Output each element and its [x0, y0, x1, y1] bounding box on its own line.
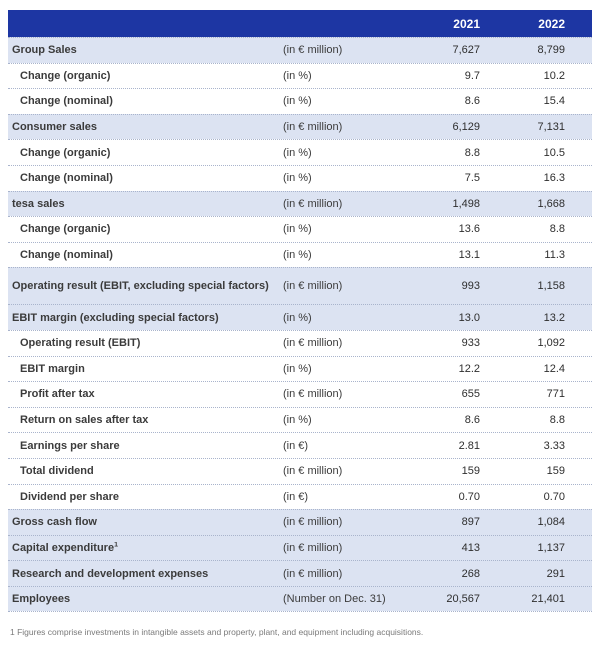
row-label: [8, 95, 283, 107]
row-value-2022: 159: [546, 465, 565, 478]
row-value-2021: 933: [461, 337, 480, 350]
table-row: [8, 165, 592, 191]
table-row: [8, 535, 592, 561]
row-value-2022: 16.3: [543, 172, 565, 185]
row-value-2022: 11.3: [544, 249, 565, 262]
row-value-2022: 8.8: [549, 414, 565, 427]
row-label: [8, 542, 283, 554]
row-unit: (in %): [283, 172, 312, 185]
table-body: [8, 37, 592, 612]
row-unit: (in € million): [283, 388, 343, 401]
table-row: [8, 304, 592, 330]
row-value-2021: 2.81: [458, 439, 480, 452]
row-value-2022: 8.8: [549, 223, 565, 236]
row-unit: (in € million): [283, 44, 343, 57]
row-value-2021: 9.7: [464, 69, 480, 82]
column-header-2022: 2022: [538, 16, 565, 31]
row-value-2022: 8,799: [537, 44, 565, 57]
row-label: [8, 121, 283, 133]
row-label: [8, 414, 283, 426]
table-row: [8, 330, 592, 356]
table-row: [8, 114, 592, 140]
row-value-2021: 20,567: [446, 593, 480, 606]
row-value-2021: 993: [461, 280, 480, 293]
row-label: [8, 172, 283, 184]
row-value-2022: 13.2: [543, 311, 565, 324]
key-figures-table: [8, 10, 592, 612]
table-row: [8, 381, 592, 407]
row-value-2021: 12.2: [458, 362, 480, 375]
row-unit: (in %): [283, 311, 312, 324]
row-value-2021: 268: [461, 567, 480, 580]
row-label: [8, 363, 283, 375]
row-label-text: Change (organic): [20, 223, 111, 236]
row-unit: (in %): [283, 362, 312, 375]
row-label: [8, 198, 283, 210]
row-value-2021: 13.1: [458, 249, 480, 262]
row-label-text: tesa sales: [12, 197, 65, 210]
row-value-2022: 7,131: [537, 121, 565, 134]
row-label-text: Change (nominal): [20, 172, 113, 185]
row-label: [8, 44, 283, 56]
row-value-2022: 15.4: [543, 95, 565, 108]
row-unit: (in € million): [283, 516, 343, 529]
row-label-text: Earnings per share: [20, 439, 120, 452]
table-row: [8, 509, 592, 535]
row-label: [8, 440, 283, 452]
row-label-text: Group Sales: [12, 44, 77, 57]
row-label-text: Gross cash flow: [12, 516, 97, 529]
table-row: [8, 216, 592, 242]
table-row: [8, 356, 592, 382]
row-value-2021: 8.6: [464, 414, 480, 427]
row-value-2022: 12.4: [543, 362, 565, 375]
row-label: [8, 593, 283, 605]
table-row: [8, 458, 592, 484]
row-value-2021: 7,627: [452, 44, 480, 57]
row-unit: (in € million): [283, 541, 343, 554]
row-unit: (in € million): [283, 197, 343, 210]
row-label-text: Consumer sales: [12, 121, 97, 134]
row-value-2022: 1,137: [537, 541, 565, 554]
row-value-2022: 1,668: [537, 197, 565, 210]
row-label-text: Change (organic): [20, 146, 111, 159]
row-label-text: Capital expenditure: [12, 541, 115, 554]
row-value-2022: 771: [546, 388, 565, 401]
row-value-2022: 10.2: [543, 69, 565, 82]
row-unit: (in € million): [283, 465, 343, 478]
row-value-2021: 1,498: [452, 197, 480, 210]
row-value-2022: 1,084: [537, 516, 565, 529]
column-header-2021: 2021: [453, 16, 480, 31]
row-label: [8, 465, 283, 477]
table-row: [8, 88, 592, 114]
row-value-2021: 13.6: [458, 223, 480, 236]
row-value-2021: 413: [461, 541, 480, 554]
row-label: [8, 70, 283, 82]
row-value-2021: 6,129: [452, 121, 480, 134]
row-label-text: Employees: [12, 593, 71, 606]
row-value-2021: 159: [461, 465, 480, 478]
row-value-2021: 0.70: [458, 490, 480, 503]
table-row: [8, 63, 592, 89]
row-label-text: Return on sales after tax: [20, 414, 149, 427]
row-value-2021: 897: [461, 516, 480, 529]
footnote: 1 Figures comprise investments in intangible assets and property, plant, and equipment including acquisitions.: [10, 627, 424, 637]
table-row: [8, 560, 592, 586]
row-label-text: EBIT margin: [20, 362, 85, 375]
row-label-text: Operating result (EBIT, excluding special factors): [12, 280, 269, 293]
row-label-text: Change (nominal): [20, 249, 113, 262]
row-label-text: Operating result (EBIT): [20, 337, 141, 350]
row-value-2022: 0.70: [543, 490, 565, 503]
row-label-text: Profit after tax: [20, 388, 95, 401]
row-unit: (in € million): [283, 337, 343, 350]
row-value-2021: 8.8: [464, 146, 480, 159]
row-label: [8, 280, 283, 292]
row-value-2022: 21,401: [531, 593, 565, 606]
row-label: [8, 312, 283, 324]
row-label: [8, 223, 283, 235]
row-unit: (in €): [283, 490, 309, 503]
row-label-text: Total dividend: [20, 465, 94, 478]
row-label: [8, 388, 283, 400]
row-unit: (in € million): [283, 567, 343, 580]
row-label: [8, 568, 283, 580]
row-value-2022: 3.33: [543, 439, 565, 452]
row-value-2021: 7.5: [464, 172, 480, 185]
row-unit: (Number on Dec. 31): [283, 593, 386, 606]
row-value-2021: 8.6: [464, 95, 480, 108]
row-label-text: Dividend per share: [20, 490, 120, 503]
table-row: [8, 37, 592, 63]
row-unit: (in %): [283, 414, 312, 427]
table-row: [8, 191, 592, 217]
row-value-2022: 291: [546, 567, 565, 580]
row-unit: (in €): [283, 439, 309, 452]
row-unit: (in %): [283, 95, 312, 108]
row-label-text: EBIT margin (excluding special factors): [12, 311, 219, 324]
table-header-row: [8, 10, 592, 37]
row-value-2022: 1,158: [537, 280, 565, 293]
row-label: [8, 147, 283, 159]
row-label-text: Change (organic): [20, 69, 111, 82]
table-row: [8, 242, 592, 268]
footnote-marker: 1: [114, 541, 118, 549]
row-unit: (in %): [283, 249, 312, 262]
row-label-text: Change (nominal): [20, 95, 113, 108]
row-unit: (in € million): [283, 280, 343, 293]
row-label: [8, 337, 283, 349]
row-unit: (in %): [283, 69, 312, 82]
row-label: [8, 249, 283, 261]
row-value-2022: 10.5: [543, 146, 565, 159]
row-unit: (in %): [283, 223, 312, 236]
row-value-2022: 1,092: [537, 337, 565, 350]
row-label: [8, 491, 283, 503]
table-row: [8, 139, 592, 165]
table-row: [8, 484, 592, 510]
row-unit: (in € million): [283, 121, 343, 134]
table-row: [8, 586, 592, 612]
table-row: [8, 432, 592, 458]
row-value-2021: 13.0: [458, 311, 480, 324]
row-label: [8, 516, 283, 528]
row-label-text: Research and development expenses: [12, 567, 209, 580]
table-row: [8, 267, 592, 304]
table-row: [8, 407, 592, 433]
row-value-2021: 655: [461, 388, 480, 401]
row-unit: (in %): [283, 146, 312, 159]
